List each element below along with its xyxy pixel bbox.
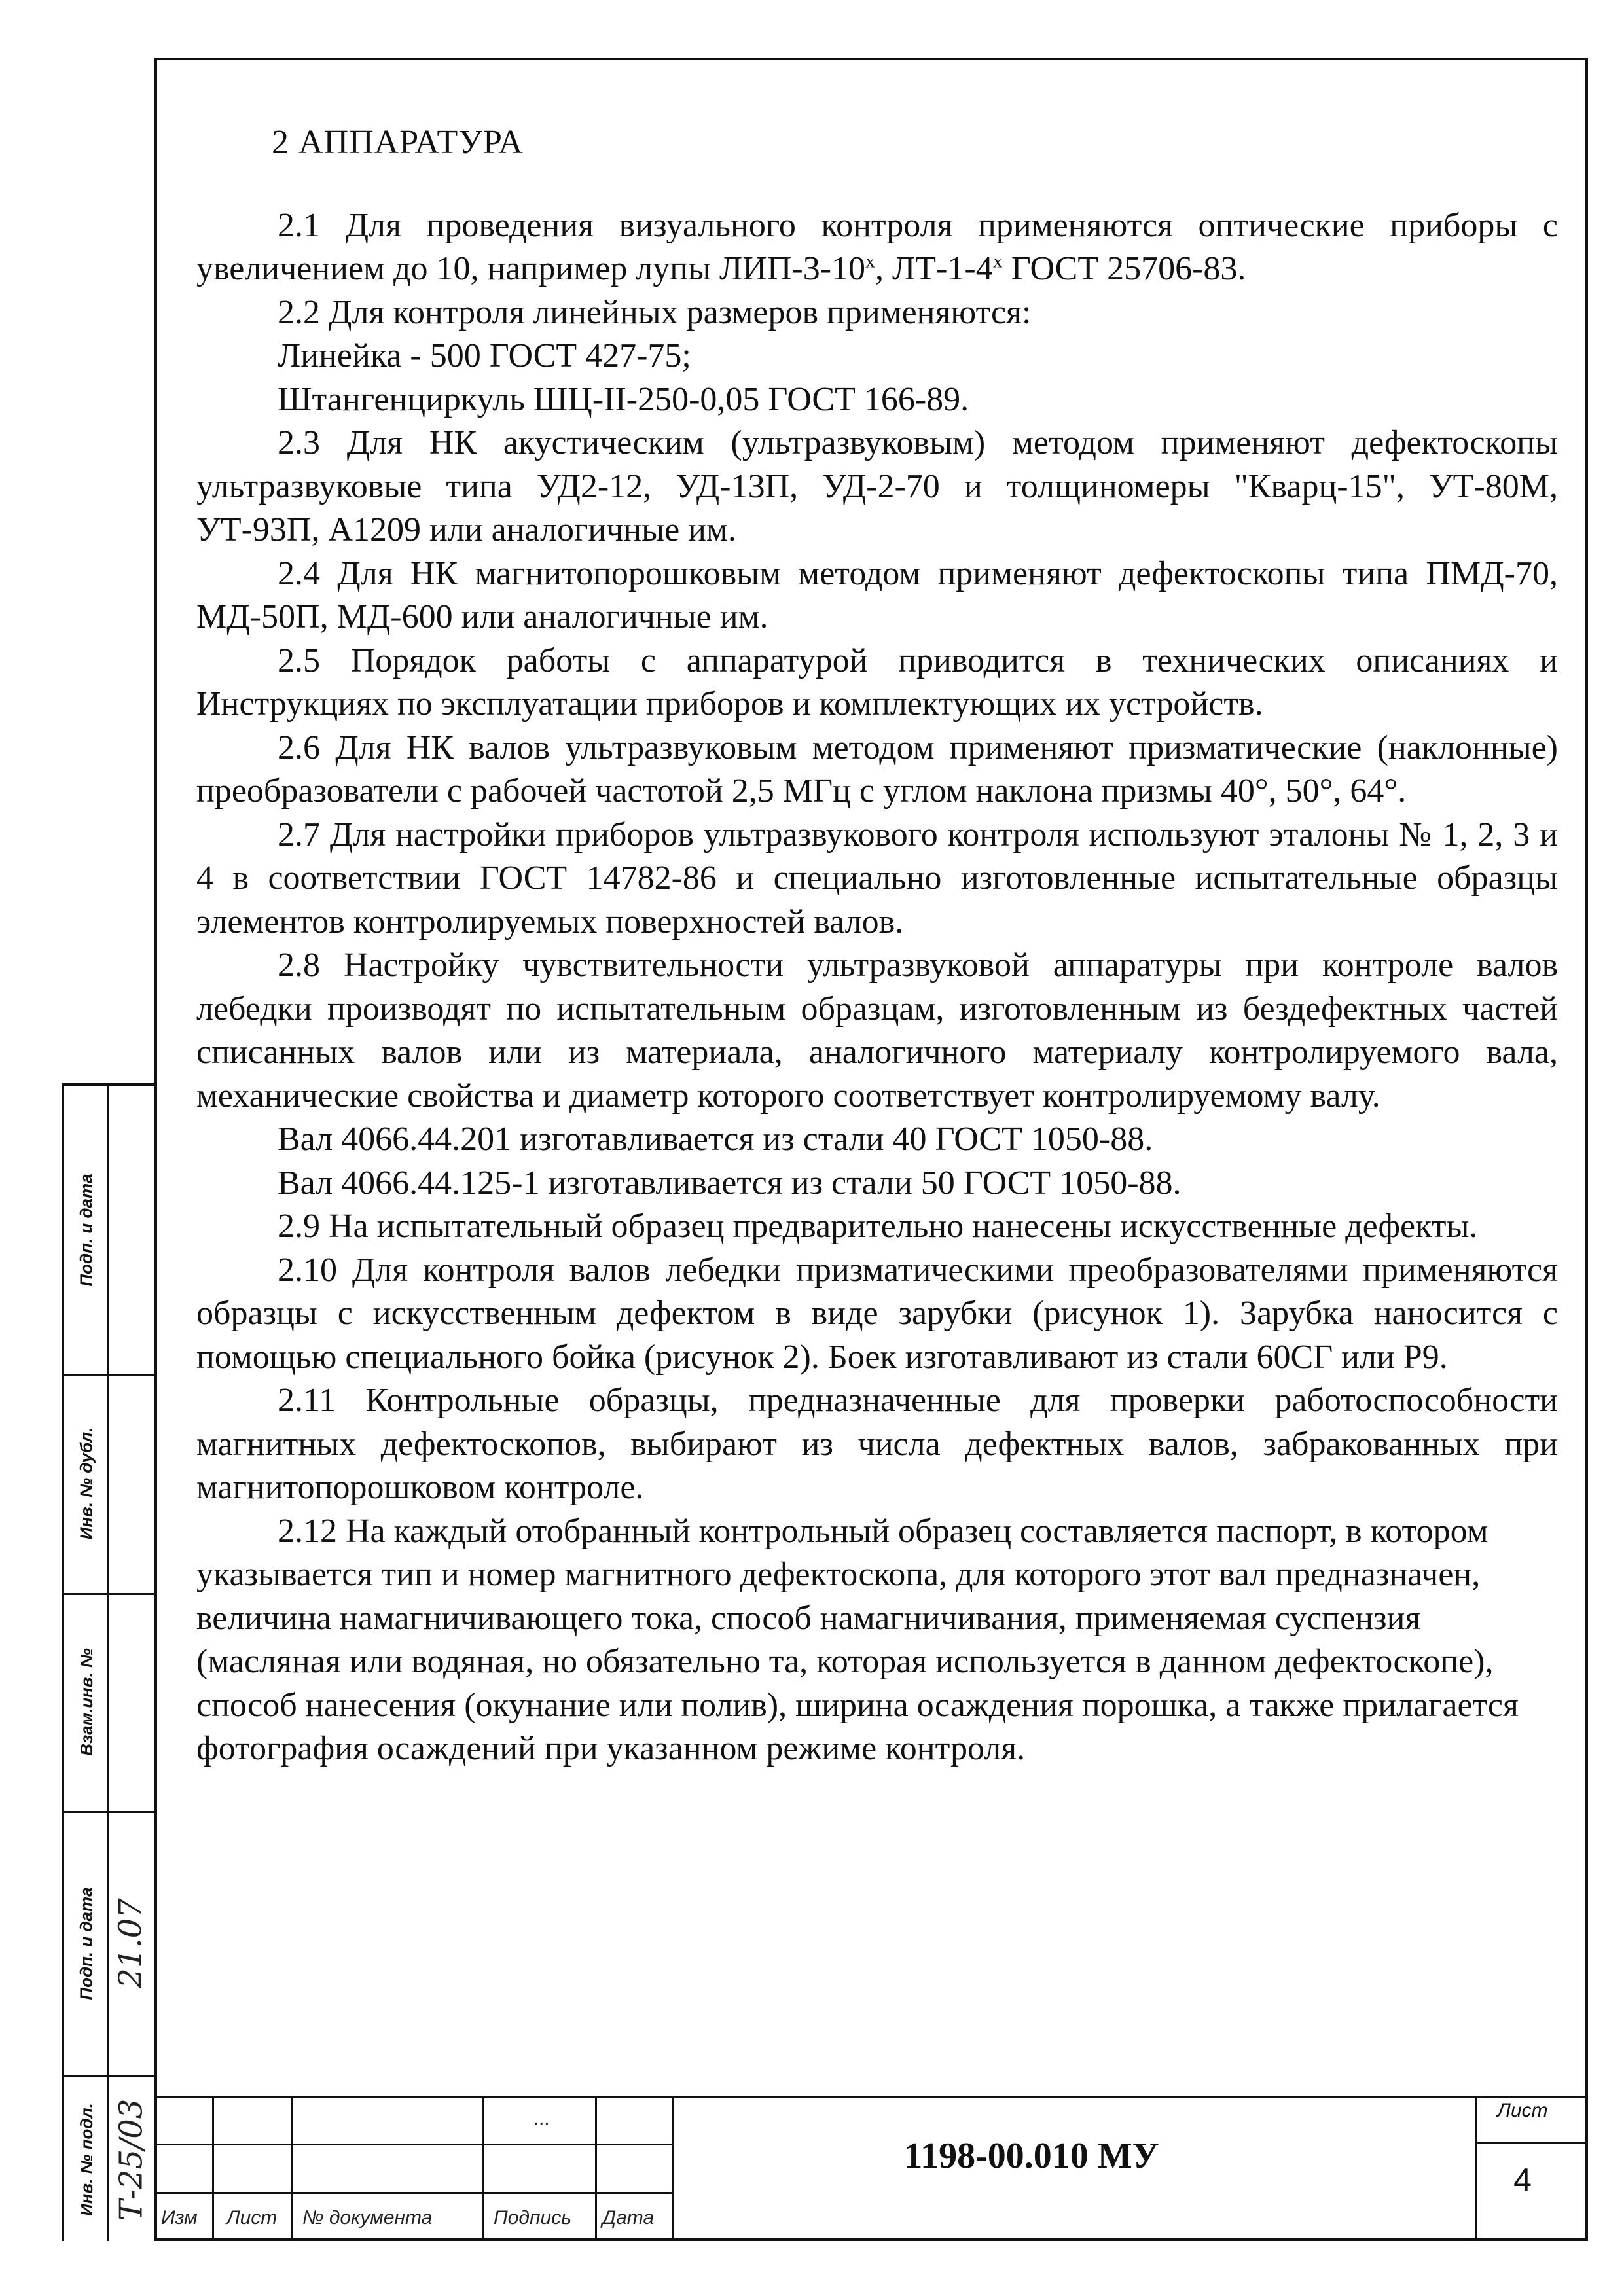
- sign-date-label: Подп. и дата: [76, 1173, 96, 1287]
- handwritten-date: 21.07: [113, 1898, 150, 1988]
- paragraph-2-10: 2.10 Для контроля валов лебедки призматическими преобразователями применяются образцы с искусственным дефектом в виде зарубки (рисунок 1). Зарубка наносится с помощью специального бойка (рисунок 2). Боек изготавливают из стали 60СГ или Р9.: [196, 1251, 1558, 1376]
- sheet-number: 4: [1513, 2162, 1532, 2198]
- column-doc: № документа: [302, 2207, 433, 2229]
- paragraph-2-3: 2.3 Для НК акустическим (ультразвуковым) методом применяют дефектоскопы ультразвуковые типа УД2-12, УД-13П, УД-2-70 и толщиномеры "Кварц-15", УТ-80М, УТ-93П, А1209 или аналогичные им.: [196, 424, 1558, 548]
- list-item-ruler: Линейка - 500 ГОСТ 427-75;: [278, 337, 691, 374]
- title-block-rule: [291, 2096, 293, 2241]
- sign-date-label-2: Подп. и дата: [76, 1886, 96, 2000]
- inv-podl-label: Инв. № подл.: [76, 2103, 96, 2216]
- title-block-rule: [1475, 2142, 1588, 2144]
- paragraph-2-1: 2.1 Для проведения визуального контроля применяются оптические приборы с увеличением до 10, например лупы ЛИП-3-10$^x$, ЛТ-1-4$^x$ ГОСТ 25706-83.: [196, 206, 1558, 287]
- side-stamp: [62, 1083, 154, 2241]
- paragraph-2-2: 2.2 Для контроля линейных размеров применяются:: [278, 293, 1032, 331]
- title-block-rule: [1475, 2096, 1477, 2241]
- title-block-rule: [672, 2096, 674, 2241]
- paragraph-2-11: 2.11 Контрольные образцы, предназначенные для проверки работоспособности магнитных дефектоскопов, выбирают из числа дефектных валов, забракованных при магнитопорошковом контроле.: [196, 1382, 1558, 1506]
- title-block-rule: [212, 2096, 214, 2241]
- section-heading: 2 АППАРАТУРА: [272, 124, 524, 161]
- title-block-rule: [154, 2144, 672, 2145]
- inv-dubl-label: Инв. № дубл.: [76, 1427, 96, 1540]
- shaft-note-2: Вал 4066.44.125-1 изготавливается из стали 50 ГОСТ 1050-88.: [278, 1164, 1182, 1202]
- side-stamp-divider: [107, 1086, 109, 2241]
- sheet-label: Лист: [1497, 2100, 1548, 2121]
- paragraph-2-6: 2.6 Для НК валов ультразвуковым методом применяют призматические (наклонные) преобразователи с рабочей частотой 2,5 МГц с углом наклона призмы 40°, 50°, 64°.: [196, 728, 1558, 810]
- shaft-note-1: Вал 4066.44.201 изготавливается из стали 40 ГОСТ 1050-88.: [278, 1121, 1153, 1158]
- column-date: Дата: [602, 2207, 655, 2229]
- handwritten-inv-number: Т-25/03: [113, 2098, 149, 2221]
- title-block-rule: [482, 2096, 484, 2241]
- document-body: [196, 121, 1558, 1771]
- paragraph-2-8: 2.8 Настройку чувствительности ультразвуковой аппаратуры при контроле валов лебедки производят по испытательным образцам, изготовленным из бездефектных частей списанных валов или из материала, аналогичного материалу контролируемого вала, механические свойства и диаметр которого соответствует контролируемому валу.: [196, 946, 1558, 1115]
- list-item-caliper: Штангенциркуль ШЦ-II-250-0,05 ГОСТ 166-89.: [278, 380, 969, 418]
- vzam-inv-label: Взам.инв. №: [76, 1648, 96, 1756]
- paragraph-2-9: 2.9 На испытательный образец предварительно нанесены искусственные дефекты.: [278, 1208, 1478, 1245]
- paragraph-2-12: 2.12 На каждый отобранный контрольный образец составляется паспорт, в котором указывается тип и номер магнитного дефектоскопа, для которого этот вал предназначен, величина намагничивающего тока, способ намагничивания, применяемая суспензия (масляная или водяная, но обязательно та, которая используется в данном дефектоскопе), способ нанесения (окунание или полив), ширина осаждения порошка, а также прилагается фотография осаждений при указанном режиме контроля.: [196, 1512, 1519, 1767]
- title-block-rule: [595, 2096, 597, 2241]
- paragraph-2-4: 2.4 Для НК магнитопорошковым методом применяют дефектоскопы типа ПМД-70, МД-50П, МД-600 или аналогичные им.: [196, 554, 1558, 636]
- title-block-rule: [154, 2192, 672, 2194]
- paragraph-2-7: 2.7 Для настройки приборов ультразвукового контроля используют эталоны № 1, 2, 3 и 4 в соответствии ГОСТ 14782-86 и специально изготовленные испытательные образцы элементов контролируемых поверхностей валов.: [196, 816, 1558, 941]
- document-number: 1198-00.010 МУ: [904, 2136, 1159, 2176]
- column-list: Лист: [226, 2207, 278, 2229]
- title-block-rule: [154, 2096, 1588, 2098]
- title-block: [154, 2096, 1588, 2241]
- paragraph-2-5: 2.5 Порядок работы с аппаратурой приводится в технических описаниях и Инструкциях по эксплуатации приборов и комплектующих их устройств.: [196, 641, 1558, 723]
- column-izm: Изм: [161, 2207, 198, 2229]
- column-sign: Подпись: [494, 2207, 571, 2229]
- dots-mark: ...: [534, 2108, 551, 2129]
